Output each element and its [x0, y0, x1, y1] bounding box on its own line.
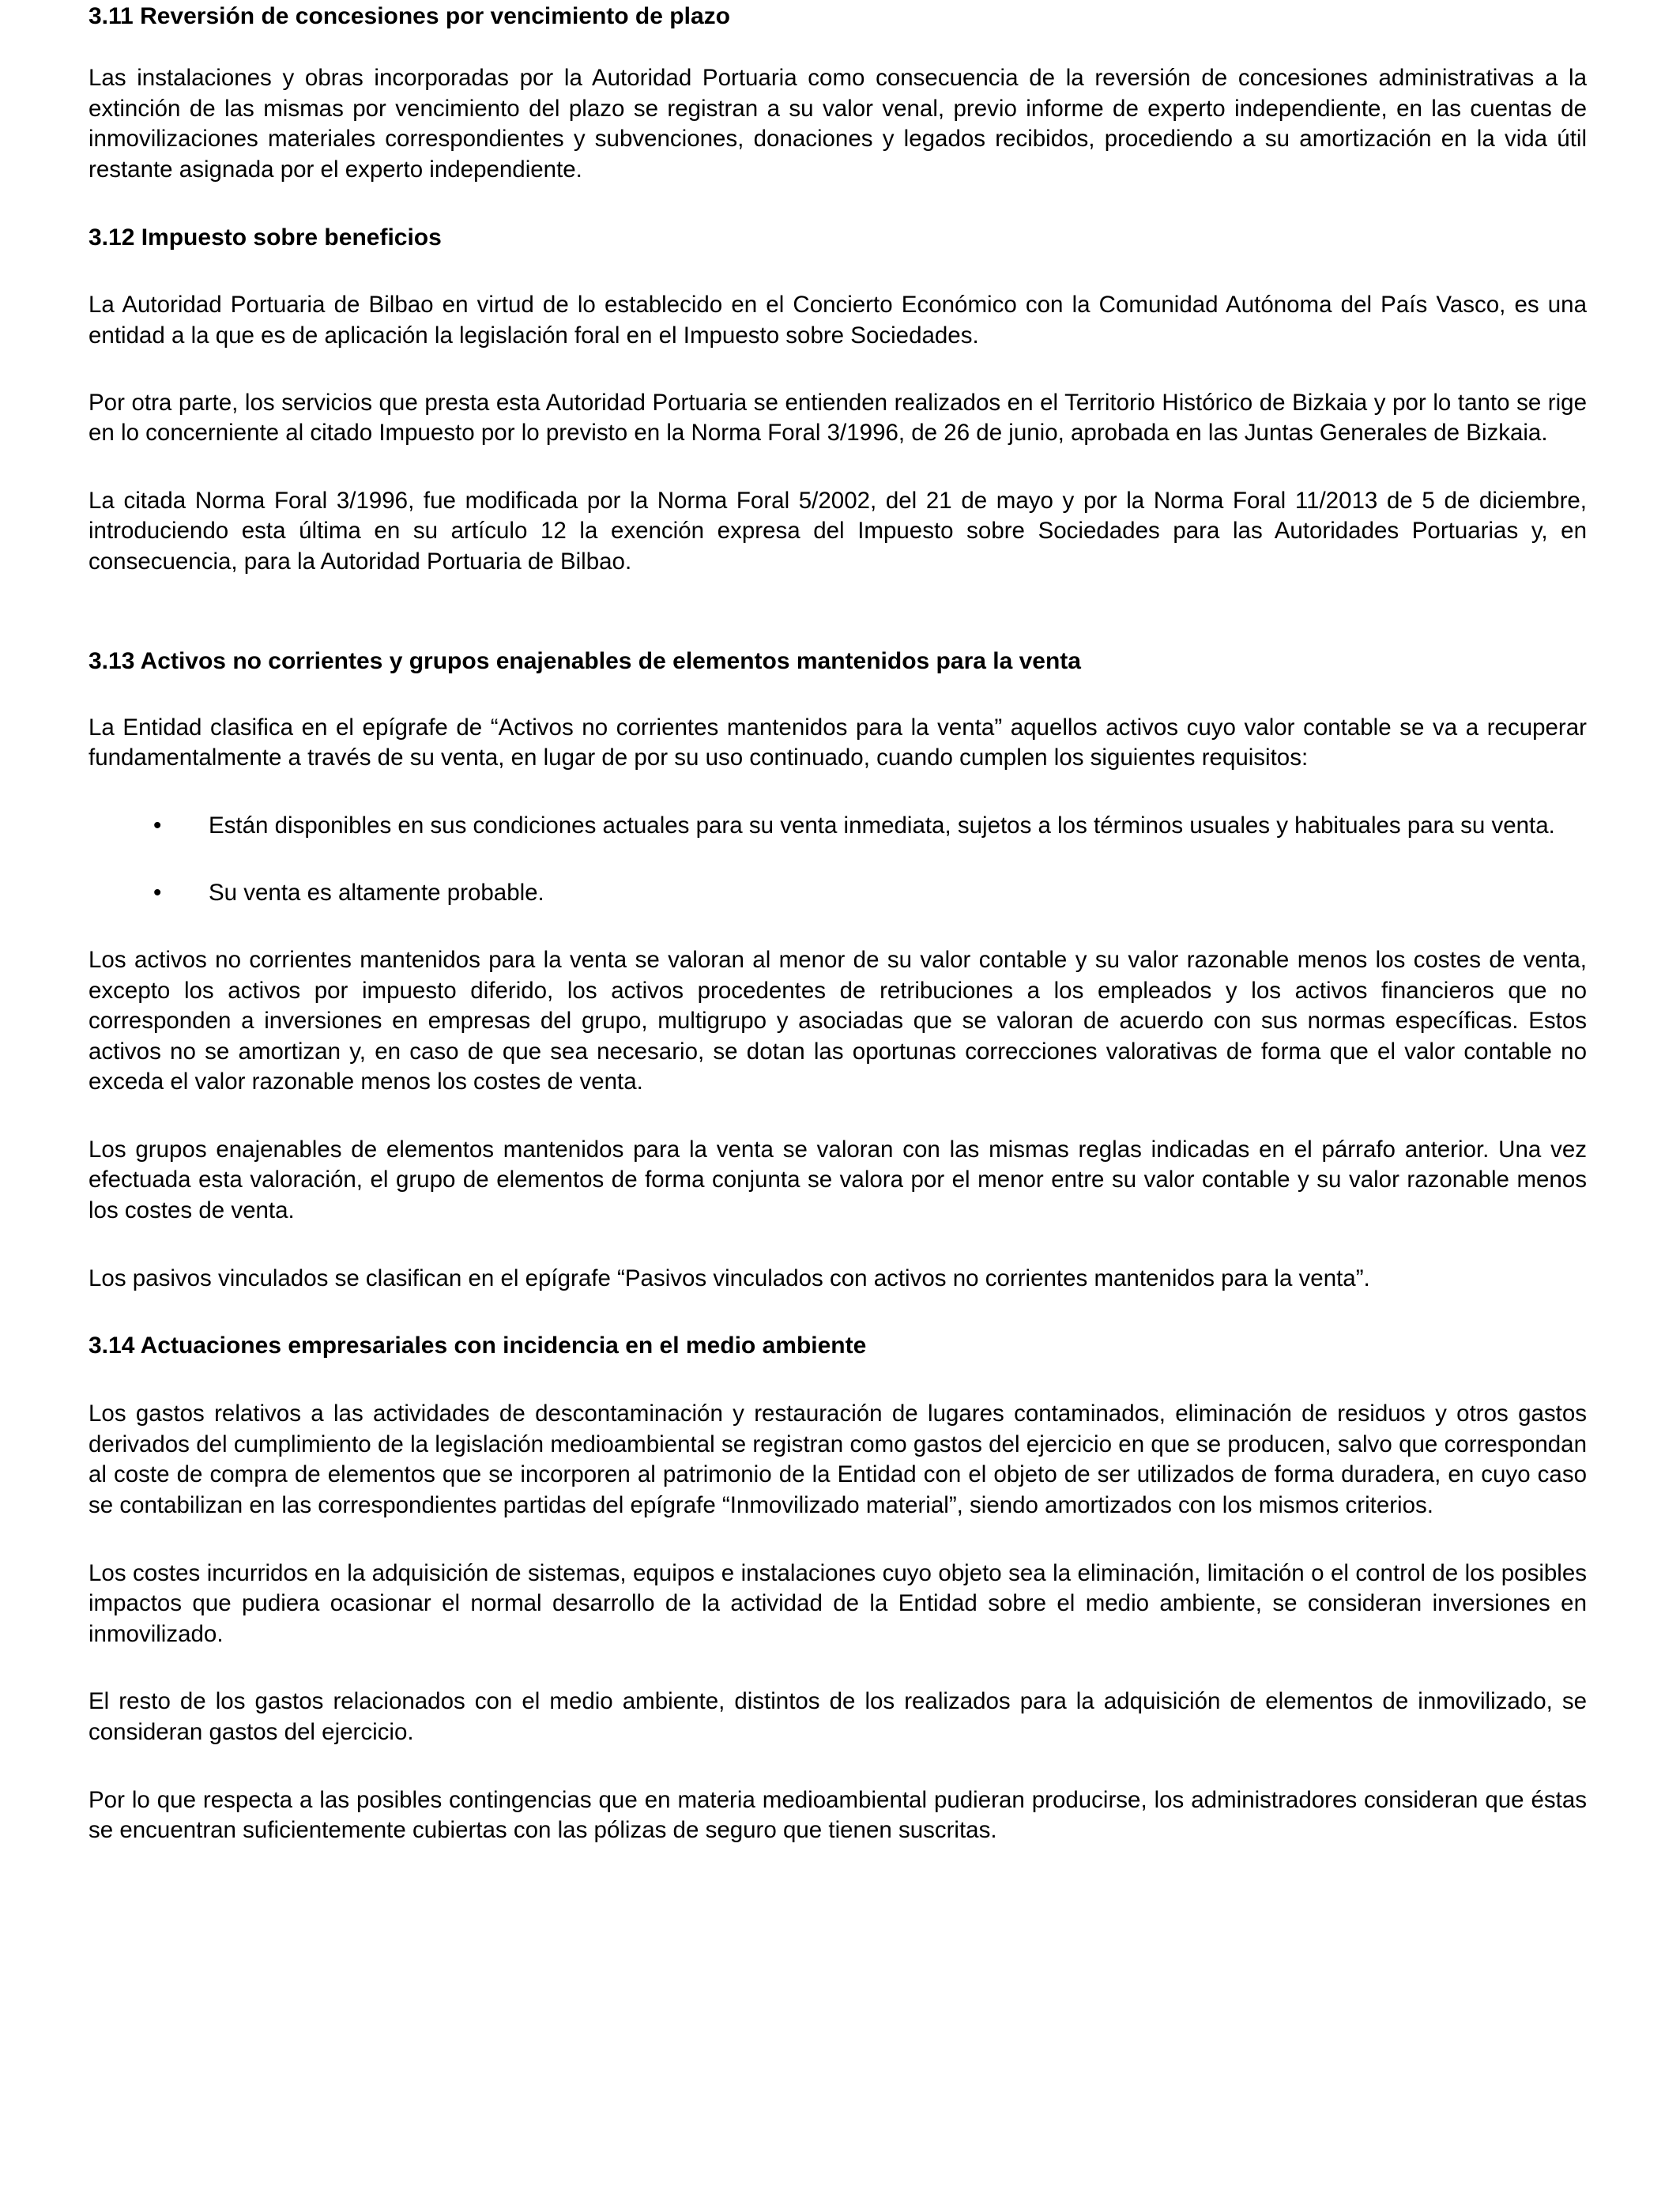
- list-item-text: Están disponibles en sus condiciones actuales para su venta inmediata, sujetos a los términos usuales y habituales para su venta.: [209, 812, 1555, 839]
- paragraph-3-12-1: La Autoridad Portuaria de Bilbao en virtud de lo establecido en el Concierto Económico con la Comunidad Autónoma del País Vasco, es una entidad a la que es de aplicación la legislación foral en el Impuesto sobre Sociedades.: [89, 292, 1587, 349]
- paragraph-3-14-3: El resto de los gastos relacionados con el medio ambiente, distintos de los realizados para la adquisición de elementos de inmovilizado, se consideran gastos del ejercicio.: [89, 1688, 1587, 1745]
- bullet-icon: •: [153, 880, 162, 907]
- section-heading-3-11: 3.11 Reversión de concesiones por vencimiento de plazo: [89, 3, 730, 29]
- paragraph-3-12-2: Por otra parte, los servicios que presta esta Autoridad Portuaria se entienden realizados en el Territorio Histórico de Bizkaia y por lo tanto se rige en lo concerniente al citado Impuesto por lo previsto en la Norma Foral 3/1996, de 26 de junio, aprobada en las Juntas Generales de Bizkaia.: [89, 389, 1587, 447]
- document-page: [89, 0, 1587, 1846]
- paragraph-3-13-2: Los activos no corrientes mantenidos para la venta se valoran al menor de su valor contable y su valor razonable menos los costes de venta, excepto los activos por impuesto diferido, los activos procedentes de retribuciones a los empleados y los activos financieros que no corresponden a inversiones en empresas del grupo, multigrupo y asociadas que se valoran de acuerdo con sus normas específicas. Estos activos no se amortizan y, en caso de que sea necesario, se dotan las oportunas correcciones valorativas de forma que el valor contable no exceda el valor razonable menos los costes de venta.: [89, 946, 1587, 1095]
- paragraph-3-11-1: Las instalaciones y obras incorporadas por la Autoridad Portuaria como consecuencia de la reversión de concesiones administrativas a la extinción de las mismas por vencimiento del plazo se registran a su valor venal, previo informe de experto independiente, en las cuentas de inmovilizaciones materiales correspondientes y subvenciones, donaciones y legados recibidos, procediendo a su amortización en la vida útil restante asignada por el experto independiente.: [89, 65, 1587, 183]
- paragraph-3-12-3: La citada Norma Foral 3/1996, fue modificada por la Norma Foral 5/2002, del 21 de mayo y por la Norma Foral 11/2013 de 5 de diciembre, introduciendo esta última en su artículo 12 la exención expresa del Impuesto sobre Sociedades para las Autoridades Portuarias y, en consecuencia, para la Autoridad Portuaria de Bilbao.: [89, 487, 1587, 575]
- bullet-icon: •: [153, 812, 162, 839]
- section-heading-3-14: 3.14 Actuaciones empresariales con incidencia en el medio ambiente: [89, 1333, 867, 1359]
- section-heading-3-12: 3.12 Impuesto sobre beneficios: [89, 224, 442, 251]
- requirements-list: [89, 811, 1587, 909]
- list-item: [153, 811, 1587, 842]
- paragraph-3-14-1: Los gastos relativos a las actividades de descontaminación y restauración de lugares contaminados, eliminación de residuos y otros gastos derivados del cumplimiento de la legislación medioambiental se registran como gastos del ejercicio en que se producen, salvo que correspondan al coste de compra de elementos que se incorporen al patrimonio de la Entidad con el objeto de ser utilizados de forma duradera, en cuyo caso se contabilizan en las correspondientes partidas del epígrafe “Inmovilizado material”, siendo amortizados con los mismos criterios.: [89, 1400, 1587, 1519]
- list-item-text: Su venta es altamente probable.: [209, 880, 544, 907]
- section-heading-3-13: 3.13 Activos no corrientes y grupos enajenables de elementos mantenidos para la venta: [89, 647, 1081, 674]
- paragraph-3-14-4: Por lo que respecta a las posibles contingencias que en materia medioambiental pudieran producirse, los administradores consideran que éstas se encuentran suficientemente cubiertas con las pólizas de seguro que tienen suscritas.: [89, 1786, 1587, 1844]
- paragraph-3-13-4: Los pasivos vinculados se clasifican en el epígrafe “Pasivos vinculados con activos no corrientes mantenidos para la venta”.: [89, 1265, 1370, 1291]
- list-item: [153, 878, 1587, 909]
- paragraph-3-13-1: La Entidad clasifica en el epígrafe de “Activos no corrientes mantenidos para la venta” aquellos activos cuyo valor contable se va a recuperar fundamentalmente a través de su venta, en lugar de por su uso continuado, cuando cumplen los siguientes requisitos:: [89, 714, 1587, 771]
- paragraph-3-14-2: Los costes incurridos en la adquisición de sistemas, equipos e instalaciones cuyo objeto sea la eliminación, limitación o el control de los posibles impactos que pudiera ocasionar el normal desarrollo de la actividad de la Entidad sobre el medio ambiente, se consideran inversiones en inmovilizado.: [89, 1559, 1587, 1647]
- paragraph-3-13-3: Los grupos enajenables de elementos mantenidos para la venta se valoran con las mismas reglas indicadas en el párrafo anterior. Una vez efectuada esta valoración, el grupo de elementos de forma conjunta se valora por el menor entre su valor contable y su valor razonable menos los costes de venta.: [89, 1136, 1587, 1224]
